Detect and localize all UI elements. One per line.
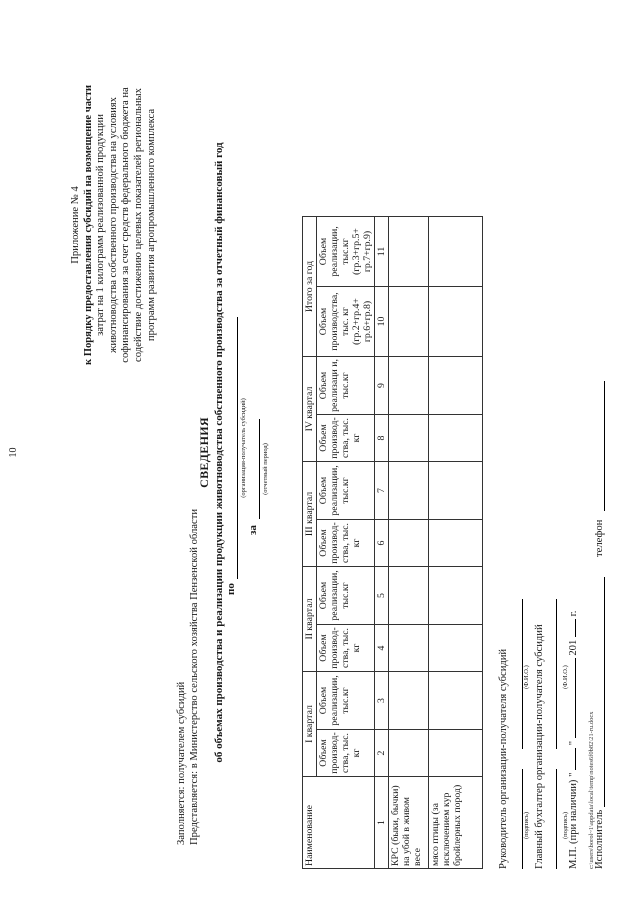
- mp-day-field[interactable]: [575, 748, 576, 770]
- cell[interactable]: [429, 567, 483, 625]
- appendix-number: Приложение № 4: [70, 186, 81, 264]
- table-row: [429, 217, 483, 869]
- cell[interactable]: [429, 287, 483, 357]
- period-hint: (отчетный период): [262, 443, 269, 495]
- header-name: Наименование: [303, 777, 375, 869]
- head-label: Руководитель организации-получателя субсидий: [498, 648, 509, 869]
- cell[interactable]: [389, 672, 429, 730]
- appendix-line-1: к Порядку предоставления субсидий на возмещение части: [82, 84, 94, 366]
- appendix-line-4: софинансирования за счет средств федерального бюджета на: [120, 87, 132, 363]
- executor-label: Исполнитель: [594, 809, 605, 869]
- phone-line[interactable]: [604, 381, 605, 511]
- mp-year-suffix: г.: [568, 610, 579, 617]
- executor-line[interactable]: [604, 577, 605, 807]
- col-num: 11: [375, 217, 389, 287]
- filled-by: Заполняется: получателем субсидий: [176, 681, 187, 845]
- phone-label: телефон: [594, 519, 605, 557]
- cell[interactable]: [429, 520, 483, 567]
- cell[interactable]: [389, 520, 429, 567]
- organization-hint: (организация-получатель субсидий): [240, 398, 247, 498]
- appendix-header: [70, 45, 158, 405]
- cell[interactable]: [429, 625, 483, 672]
- row-name-poultry: мясо птицы (за исключением кур бройлерных пород): [429, 777, 483, 869]
- col-num: 1: [375, 777, 389, 869]
- cell[interactable]: [429, 357, 483, 415]
- cell[interactable]: [429, 462, 483, 520]
- appendix-line-2: затрат на 1 килограмм реализованной продукции: [95, 114, 107, 336]
- cell[interactable]: [389, 415, 429, 462]
- subheader-q1-sales: Объем реализации, тыс.кг: [317, 672, 375, 730]
- table-subheader-row: [317, 217, 375, 869]
- document-subtitle: об объемах производства и реализации продукции животноводства собственного производства за отчетный финансовый год: [213, 142, 225, 763]
- title-block: [197, 0, 269, 905]
- signatures-block: [498, 309, 605, 869]
- signature-accountant-lines: [554, 309, 582, 869]
- subheader-q4-production: Объем производ-ства, тыс. кг: [317, 415, 375, 462]
- mp-year-field[interactable]: [575, 619, 576, 637]
- mp-line: [568, 611, 579, 869]
- col-num: 2: [375, 730, 389, 777]
- accountant-fio-caption: (Ф.И.О.): [562, 665, 569, 689]
- cell[interactable]: [389, 217, 429, 287]
- appendix-line-6: программ развития агропромышленного комплекса: [145, 108, 157, 342]
- organization-field[interactable]: [237, 317, 238, 579]
- za-label: за: [247, 525, 259, 535]
- appendix-line-3: животноводства собственного производства на условиях: [107, 97, 119, 353]
- document-title: СВЕДЕНИЯ: [197, 417, 211, 488]
- subheader-q1-production: Объем производ-ства, тыс. кг: [317, 730, 375, 777]
- period-field[interactable]: [259, 419, 260, 519]
- po-label: по: [225, 583, 237, 595]
- page-number: 10: [8, 447, 19, 458]
- subheader-total-production: Объем производства, тыс. кг (гр.2+гр.4+ гр.6+гр.8): [317, 287, 375, 357]
- header-total: Итого за год: [303, 217, 317, 357]
- cell[interactable]: [389, 730, 429, 777]
- data-table: [302, 216, 483, 869]
- cell[interactable]: [429, 415, 483, 462]
- accountant-label: Главный бухгалтер организации-получателя субсидий: [534, 624, 545, 869]
- cell[interactable]: [389, 567, 429, 625]
- subheader-q3-sales: Объем реализации, тыс.кг: [317, 462, 375, 520]
- col-num: 4: [375, 625, 389, 672]
- col-num: 3: [375, 672, 389, 730]
- subheader-q2-sales: Объем реализации, тыс.кг: [317, 567, 375, 625]
- accountant-sign-caption: (подпись): [562, 812, 569, 839]
- subheader-q2-production: Объем производ-ства, тыс. кг: [317, 625, 375, 672]
- subheader-q4-sales: Объем реализаци и, тыс.кг: [317, 357, 375, 415]
- mp-mid: ": [568, 740, 579, 746]
- column-number-row: [375, 217, 389, 869]
- cell[interactable]: [389, 625, 429, 672]
- accountant-fio-line[interactable]: [556, 599, 557, 749]
- header-quarter-4: IV квартал: [303, 357, 317, 462]
- table-row: [389, 217, 429, 869]
- signature-head-row: [498, 309, 526, 869]
- subheader-q3-production: Объем производ-ства, тыс. кг: [317, 520, 375, 567]
- period-line: [247, 0, 269, 905]
- col-num: 8: [375, 415, 389, 462]
- head-sign-caption: (подпись): [523, 812, 530, 839]
- mp-prefix: М.П. (при наличии) ": [568, 772, 579, 869]
- header-quarter-3: III квартал: [303, 462, 317, 567]
- organization-line: [225, 0, 247, 905]
- col-num: 6: [375, 520, 389, 567]
- signature-accountant-row: [523, 309, 554, 869]
- file-path: c:\users\borol~1\appdata\local\temp\notes6f0b82\21-ru.docx: [588, 711, 595, 869]
- cell[interactable]: [429, 672, 483, 730]
- table-header-row: [303, 217, 317, 869]
- cell[interactable]: [389, 357, 429, 415]
- cell[interactable]: [429, 217, 483, 287]
- cell[interactable]: [389, 287, 429, 357]
- head-fio-caption: (Ф.И.О.): [523, 665, 530, 689]
- header-quarter-2: II квартал: [303, 567, 317, 672]
- cell[interactable]: [429, 730, 483, 777]
- mp-year-prefix: 201: [568, 639, 579, 656]
- accountant-sign-line[interactable]: [556, 769, 557, 869]
- mp-month-field[interactable]: [575, 658, 576, 738]
- header-quarter-1: I квартал: [303, 672, 317, 777]
- appendix-line-5: содействие достижению целевых показателей региональных: [132, 88, 144, 362]
- col-num: 7: [375, 462, 389, 520]
- col-num: 5: [375, 567, 389, 625]
- col-num: 9: [375, 357, 389, 415]
- cell[interactable]: [389, 462, 429, 520]
- row-name-cattle: КРС (быки, бычки) на убой в живом весе: [389, 777, 429, 869]
- subheader-total-sales: Объем реализации, тыс.кг (гр.3+гр.5+ гр.7+гр.9): [317, 217, 375, 287]
- submitted-to: Представляется: в Министерство сельского хозяйства Пензенской области: [188, 509, 200, 845]
- col-num: 10: [375, 287, 389, 357]
